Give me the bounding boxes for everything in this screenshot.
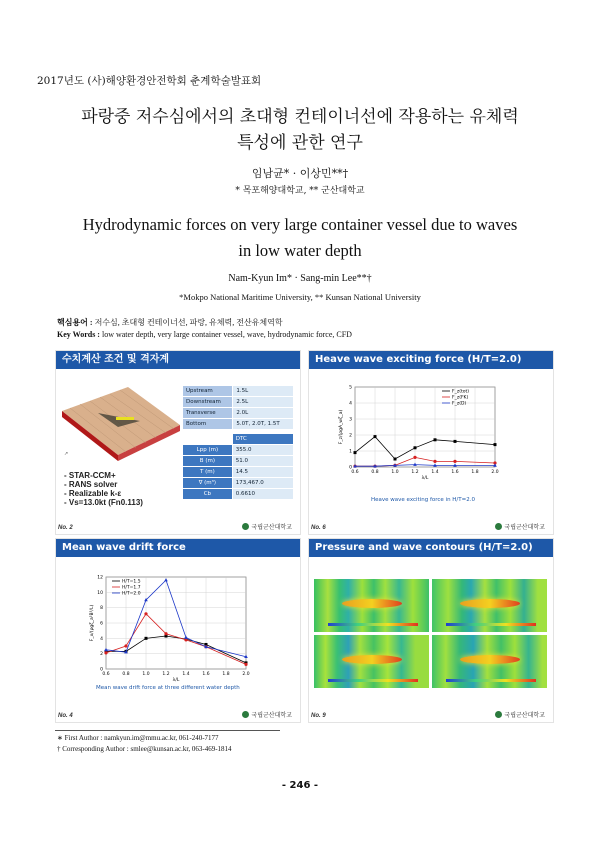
table-cell-label: Transverse — [183, 408, 233, 419]
table-cell-value: 5.0T, 2.0T, 1.5T — [233, 419, 294, 430]
x-tick-label: 1.8 — [471, 470, 479, 475]
footnote-divider — [55, 730, 280, 731]
x-tick-label: 1.0 — [142, 672, 150, 677]
table-row — [183, 478, 294, 489]
x-axis-label: λ/L — [421, 476, 429, 481]
data-point — [433, 460, 436, 463]
x-tick-label: 1.2 — [411, 470, 419, 475]
y-tick-label: 4 — [349, 401, 352, 407]
x-tick-label: 1.0 — [391, 470, 399, 475]
x-tick-label: 0.6 — [102, 672, 110, 677]
slide-title: Heave wave exciting force (H/T=2.0) — [309, 351, 553, 369]
y-tick-label: 1 — [349, 449, 352, 455]
x-tick-label: 2.0 — [491, 470, 499, 475]
affiliation-korean: * 목포해양대학교, ** 군산대학교 — [235, 186, 365, 196]
ship-hull-shape — [460, 599, 520, 608]
y-axis-label: F_z/(ρgA_wζ_a) — [339, 409, 344, 445]
table-row — [183, 419, 294, 430]
x-tick-label: 1.6 — [451, 470, 459, 475]
domain-size-table — [182, 385, 294, 430]
contour-panel — [314, 635, 429, 688]
title-english-line-2: in low water depth — [238, 241, 362, 260]
legend-label: H/T=1.5 — [122, 579, 141, 585]
slide-title: Mean wave drift force — [56, 539, 300, 557]
data-point — [414, 446, 417, 449]
logo-text: 국립군산대학교 — [504, 524, 545, 531]
data-point — [124, 644, 127, 647]
table-row — [183, 467, 294, 478]
x-axis-label: λ/L — [172, 678, 180, 683]
x-tick-label: 0.6 — [351, 470, 359, 475]
title-korean-line-1: 파랑중 저수심에서의 초대형 컨테이너선에 작용하는 유체력 — [81, 107, 519, 127]
ship-particulars-table — [182, 433, 294, 500]
data-point — [434, 438, 437, 441]
table-cell-value: 2.0L — [233, 408, 294, 419]
y-tick-label: 0 — [349, 465, 352, 471]
color-scale-bar — [328, 623, 418, 626]
university-logo — [242, 522, 292, 531]
keywords-english — [57, 330, 352, 339]
y-tick-label: 4 — [100, 636, 103, 642]
plot-frame — [355, 387, 495, 467]
university-logo — [495, 522, 545, 531]
keywords-korean-label: 핵심용어 : — [57, 318, 93, 327]
x-tick-label: 1.4 — [182, 672, 190, 677]
footnote-corresponding-author: † Corresponding Author : smlee@kunsan.ac.kr, 063-469-1814 — [57, 745, 232, 753]
data-point — [104, 651, 107, 654]
drift-force-chart — [76, 569, 266, 694]
logo-icon — [495, 523, 502, 530]
data-point — [394, 458, 397, 461]
data-point — [413, 456, 416, 459]
title-korean — [0, 104, 600, 156]
data-point — [354, 451, 357, 454]
footnote-first-author: ∗ First Author : namkyun.im@mmu.ac.kr, 061-240-7177 — [57, 734, 219, 742]
x-tick-label: 0.8 — [122, 672, 130, 677]
table-row — [183, 408, 294, 419]
y-axis-label: F_x/(ρgζ_a²B²/L) — [90, 604, 95, 642]
table-cell-label: ∇ (m³) — [183, 478, 233, 489]
y-tick-label: 5 — [349, 385, 352, 391]
x-tick-label: 2.0 — [242, 672, 250, 677]
keywords-english-text: low water depth, very large container vessel, wave, hydrodynamic force, CFD — [101, 330, 352, 339]
data-point — [374, 435, 377, 438]
keywords-english-label: Key Words : — [57, 330, 100, 339]
color-scale-bar — [446, 679, 536, 682]
authors-english: Nam-Kyun Im* · Sang-min Lee**† — [228, 273, 372, 284]
table-row — [183, 456, 294, 467]
y-tick-label: 3 — [349, 417, 352, 423]
chart-caption: Heave wave exciting force in H/T=2.0 — [371, 497, 476, 503]
y-tick-label: 2 — [349, 433, 352, 439]
data-point — [244, 663, 247, 666]
table-cell-value: 1.5L — [233, 386, 294, 397]
table-cell-value: 173,467.0 — [232, 478, 293, 489]
legend-label: F_z(D) — [452, 401, 467, 407]
table-row — [183, 386, 294, 397]
x-tick-label: 1.6 — [202, 672, 210, 677]
ship-hull-shape — [342, 599, 402, 608]
table-row — [183, 397, 294, 408]
table-cell-label: Cb — [183, 489, 233, 500]
x-tick-label: 1.4 — [431, 470, 439, 475]
legend-label: H/T=2.0 — [122, 591, 141, 597]
x-tick-label: 0.8 — [371, 470, 379, 475]
y-tick-label: 10 — [97, 590, 103, 596]
solver-bullets — [64, 471, 143, 507]
slide-pressure-contours — [308, 538, 554, 723]
table-cell-value: 0.6610 — [232, 489, 293, 500]
x-tick-label: 1.8 — [222, 672, 230, 677]
legend-label: H/T=1.7 — [122, 585, 141, 591]
mesh-domain-image — [58, 383, 182, 463]
y-tick-label: 0 — [100, 667, 103, 673]
logo-text: 국립군산대학교 — [251, 524, 292, 531]
table-cell-value: 355.0 — [232, 445, 293, 456]
slide-drift-force — [55, 538, 301, 723]
data-point — [144, 612, 147, 615]
slide-title: Pressure and wave contours (H/T=2.0) — [309, 539, 553, 557]
color-scale-bar — [328, 679, 418, 682]
title-korean-line-2: 특성에 관한 연구 — [237, 133, 363, 153]
title-english — [0, 212, 600, 264]
table-row — [183, 489, 294, 500]
bullet-item: - Vs=13.0kt (Fn0.113) — [64, 498, 143, 507]
university-logo — [495, 710, 545, 719]
logo-text: 국립군산대학교 — [504, 712, 545, 719]
logo-icon — [495, 711, 502, 718]
slide-number: No. 4 — [58, 713, 73, 719]
bullet-item: - RANS solver — [64, 480, 118, 489]
authors-korean: 임남균* · 이상민**† — [251, 167, 349, 180]
title-english-line-1: Hydrodynamic forces on very large container vessel due to waves — [82, 215, 518, 234]
data-point — [453, 460, 456, 463]
slide-title: 수치계산 조건 및 격자계 — [56, 351, 300, 369]
legend-label: F_z(FK) — [452, 395, 469, 401]
logo-text: 국립군산대학교 — [251, 712, 292, 719]
y-tick-label: 2 — [100, 652, 103, 658]
logo-icon — [242, 523, 249, 530]
table-cell-label: B (m) — [183, 456, 233, 467]
keywords-korean — [57, 317, 283, 328]
page-number: - 246 - — [281, 780, 319, 791]
table-cell-value: 2.5L — [233, 397, 294, 408]
table-cell-label: Lpp (m) — [183, 445, 233, 456]
data-point — [164, 632, 167, 635]
table-header-row — [183, 434, 294, 445]
heave-force-chart — [317, 381, 507, 506]
university-logo — [242, 710, 292, 719]
data-point — [145, 637, 148, 640]
contour-images — [314, 579, 548, 689]
table-cell-label: Downstream — [183, 397, 233, 408]
slide-heave-force — [308, 350, 554, 535]
y-tick-label: 6 — [100, 621, 103, 627]
slide-number: No. 9 — [311, 713, 326, 719]
ship-hull-shape — [460, 655, 520, 664]
y-tick-label: 8 — [100, 606, 103, 612]
data-point — [494, 443, 497, 446]
slide-number: No. 2 — [58, 525, 73, 531]
slide-number: No. 6 — [311, 525, 326, 531]
conference-header: 2017년도 (사)해양환경안전학회 춘계학술발표회 — [37, 75, 262, 87]
table-cell-label: Bottom — [183, 419, 233, 430]
contour-panel — [432, 579, 547, 632]
ship-hull-shape — [342, 655, 402, 664]
x-tick-label: 1.2 — [162, 672, 170, 677]
table-cell-empty — [183, 434, 233, 445]
bullet-item: - STAR-CCM+ — [64, 471, 116, 480]
svg-text:↗: ↗ — [64, 451, 69, 457]
table-header-cell: DTC — [232, 434, 293, 445]
affiliation-english: *Mokpo National Maritime University, ** Kunsan National University — [179, 292, 421, 302]
y-tick-label: 12 — [97, 575, 103, 581]
data-point — [454, 440, 457, 443]
table-cell-label: T (m) — [183, 467, 233, 478]
contour-panel — [314, 579, 429, 632]
table-cell-value: 51.0 — [232, 456, 293, 467]
color-scale-bar — [446, 623, 536, 626]
legend-label: F_z(tot) — [452, 389, 469, 395]
keywords-korean-text: 저수심, 초대형 컨테이너선, 파랑, 유체력, 전산유체역학 — [94, 318, 283, 327]
table-cell-label: Upstream — [183, 386, 233, 397]
bullet-item: - Realizable k-ε — [64, 489, 122, 498]
contour-panel — [432, 635, 547, 688]
slide-numerical-conditions — [55, 350, 301, 535]
table-cell-value: 14.5 — [232, 467, 293, 478]
chart-caption: Mean wave drift force at three different water depth — [96, 685, 240, 691]
table-row — [183, 445, 294, 456]
logo-icon — [242, 711, 249, 718]
